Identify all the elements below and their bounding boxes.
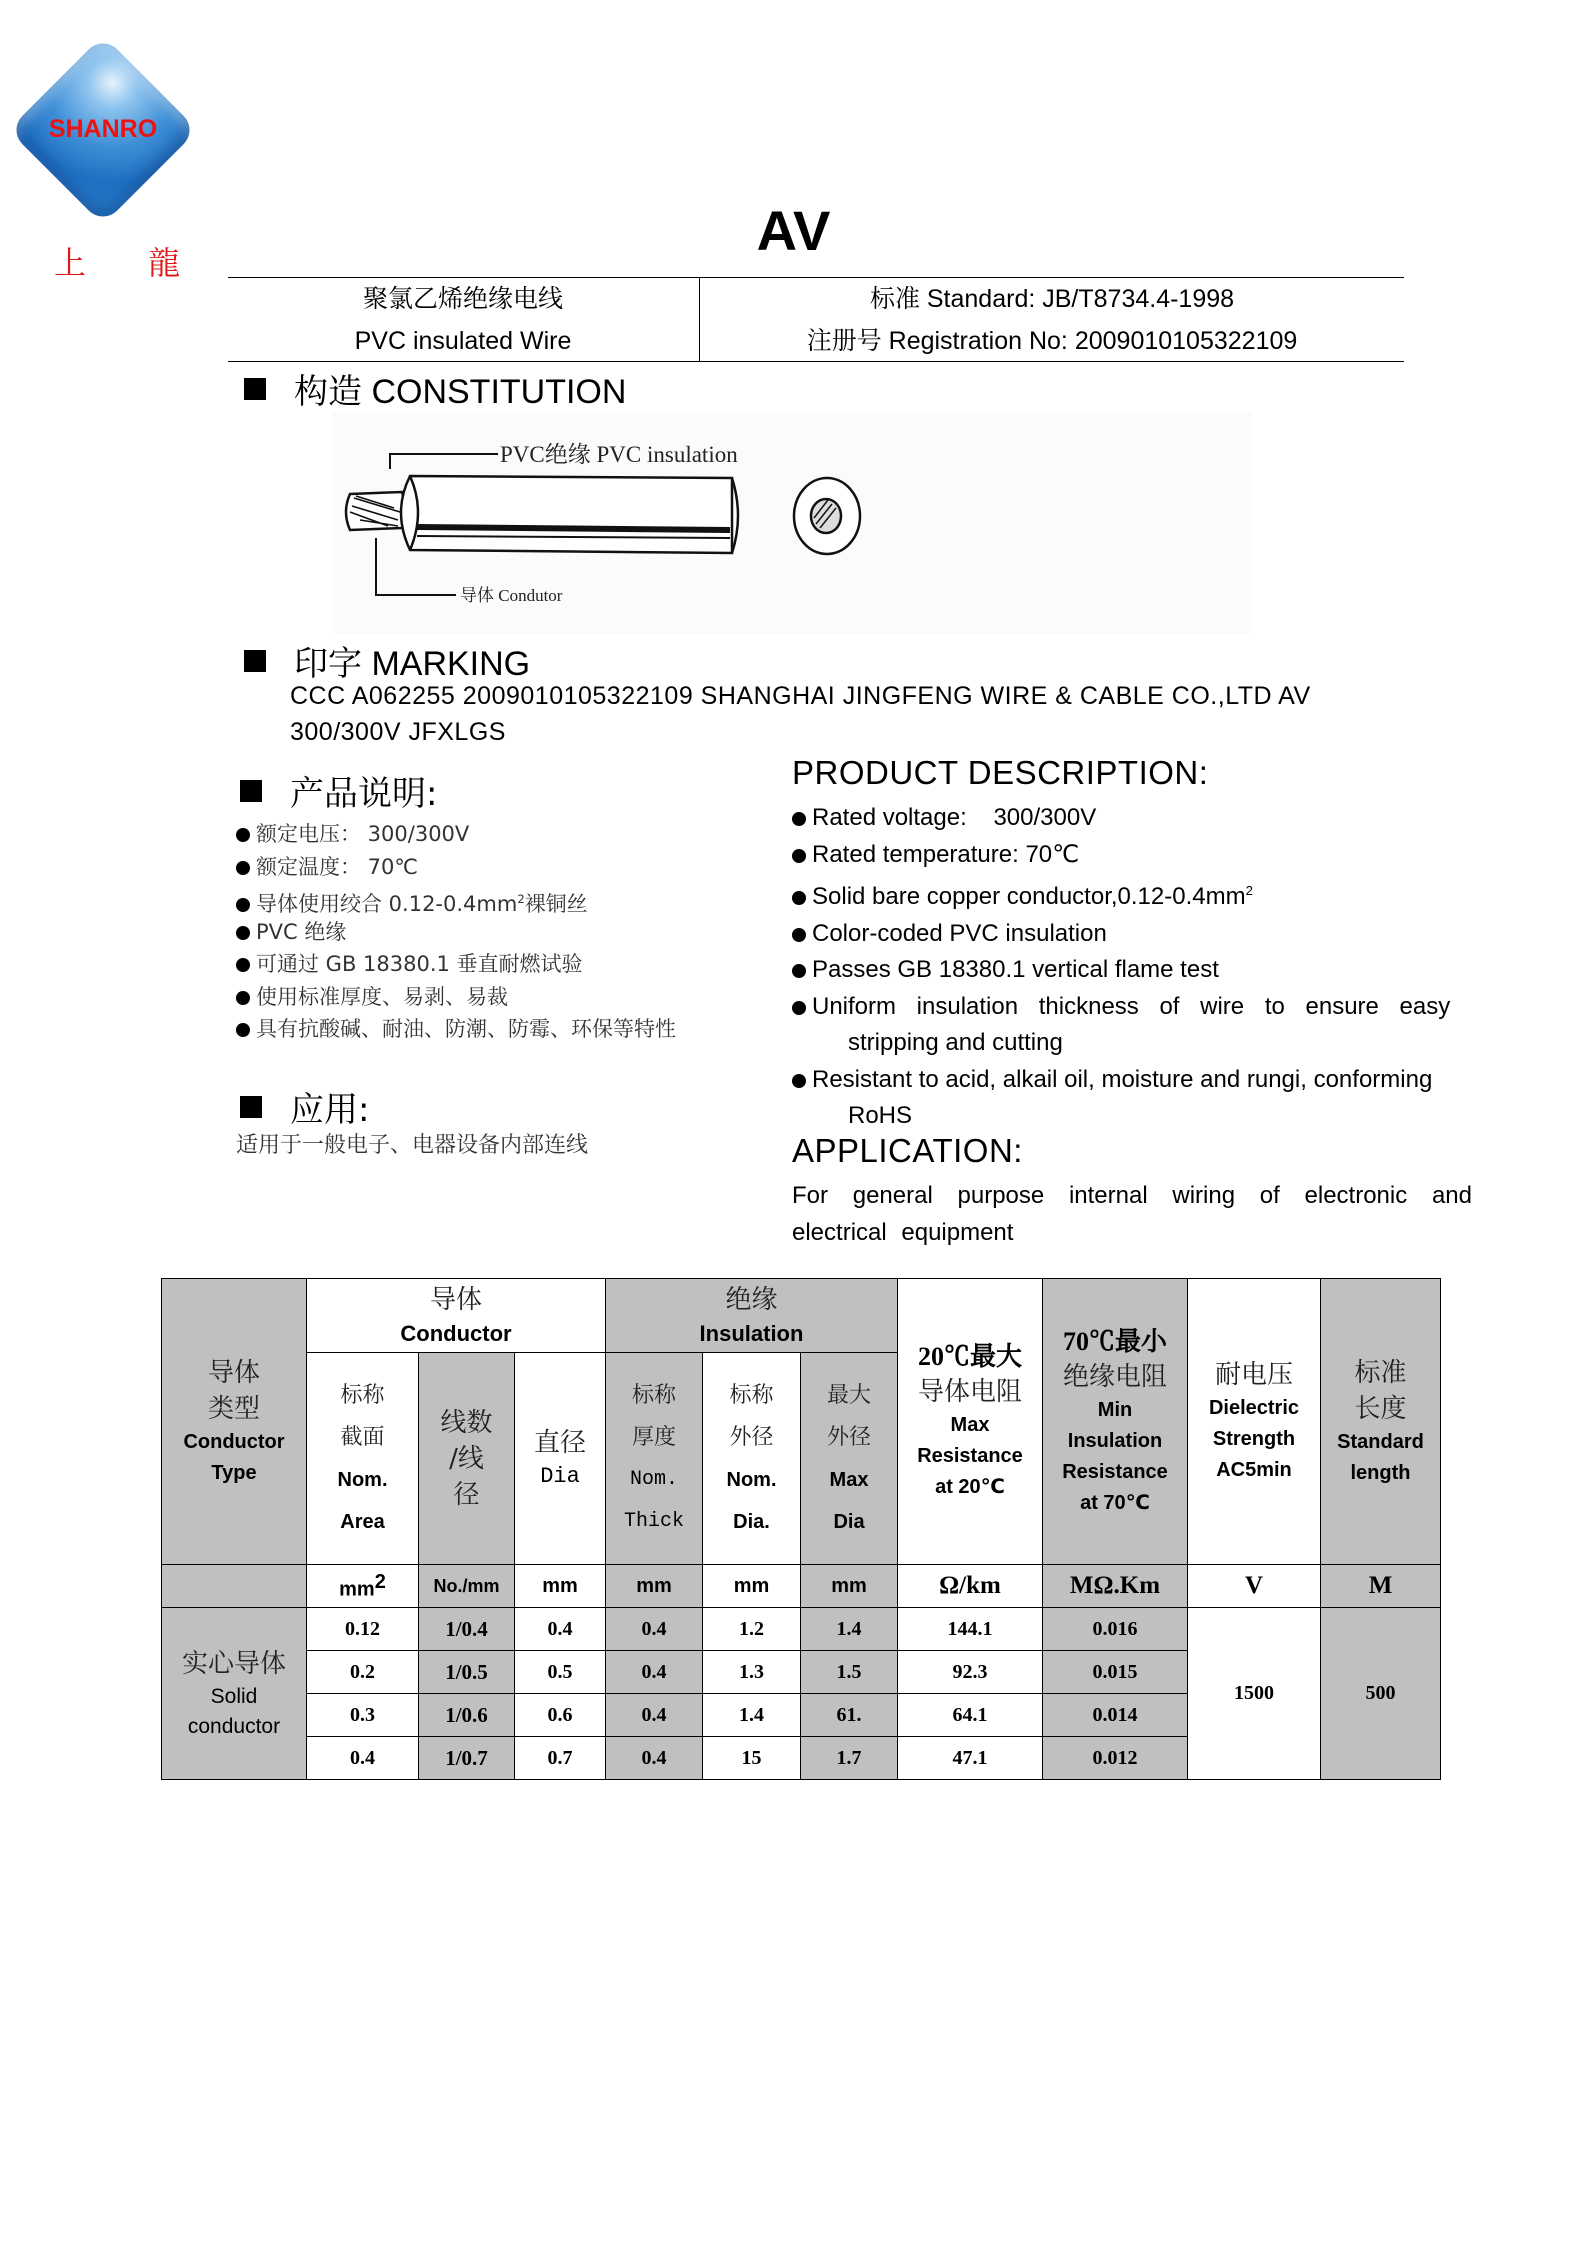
bullet-dot-icon bbox=[792, 964, 806, 978]
page-title: AV bbox=[756, 199, 831, 262]
header-text: Area bbox=[340, 1510, 385, 1533]
bullet-dot-icon bbox=[236, 926, 250, 940]
application-cn-heading-text: 应用: bbox=[290, 1090, 370, 1130]
unit-cell bbox=[307, 1565, 419, 1608]
table-unit-row bbox=[162, 1565, 1441, 1608]
list-item-text: Resistant to acid, alkail oil, moisture and rungi, conforming bbox=[812, 1065, 1433, 1093]
cell-thick: 0.4 bbox=[606, 1608, 703, 1651]
unit-cell bbox=[162, 1565, 307, 1608]
list-item-text: Solid bare copper conductor,0.12-0.4mm bbox=[812, 883, 1246, 910]
marking-text: CCC A062255 2009010105322109 SHANGHAI JINGFENG WIRE & CABLE CO.,LTD AV 300/300V JFXLGS bbox=[290, 682, 1311, 746]
spec-table bbox=[161, 1278, 1441, 1780]
list-item-text: Rated temperature: 70℃ bbox=[812, 840, 1080, 868]
header-text: 导体 bbox=[207, 1357, 260, 1388]
unit-cell bbox=[801, 1565, 898, 1608]
cell-resistance: 92.3 bbox=[898, 1651, 1043, 1694]
constitution-heading bbox=[244, 364, 626, 413]
header-text: 外径 bbox=[729, 1424, 774, 1450]
list-item-text: 使用标准厚度、易剥、易裁 bbox=[256, 984, 508, 1009]
list-item-suffix: 裸铜丝 bbox=[524, 892, 588, 916]
cell-max-dia: 1.7 bbox=[801, 1737, 898, 1780]
unit-text: V bbox=[1244, 1572, 1264, 1599]
header-text: Insulation bbox=[1067, 1429, 1163, 1452]
product-en-heading: PRODUCT DESCRIPTION: bbox=[792, 754, 1209, 791]
logo-chinese-name: 上 龍 bbox=[54, 244, 207, 282]
header-text: 耐电压 bbox=[1214, 1360, 1293, 1390]
bullet-square-icon bbox=[240, 780, 262, 802]
conductor-label: 导体 Condutor bbox=[460, 586, 563, 605]
header-text: 70℃最小 bbox=[1062, 1326, 1167, 1356]
header-text: 类型 bbox=[207, 1393, 260, 1424]
header-text: at 20℃ bbox=[935, 1476, 1005, 1498]
header-text: Insulation bbox=[699, 1321, 804, 1346]
company-logo bbox=[8, 35, 198, 225]
constitution-heading-cn: 构造 bbox=[294, 373, 362, 411]
cell-dia: 0.7 bbox=[515, 1737, 606, 1780]
cell-area: 0.2 bbox=[307, 1651, 419, 1694]
constitution-heading-en: CONSTITUTION bbox=[371, 373, 627, 411]
bullet-dot-icon bbox=[792, 928, 806, 942]
header-standard-length bbox=[1321, 1279, 1441, 1565]
header-text: Type bbox=[211, 1461, 257, 1484]
product-name-cn: 聚氯乙烯绝缘电线 bbox=[362, 285, 563, 313]
unit-text: No./mm bbox=[433, 1575, 500, 1596]
header-text: Thick bbox=[623, 1509, 684, 1533]
unit-cell bbox=[1188, 1565, 1321, 1608]
table-header-row bbox=[162, 1279, 1441, 1353]
bullet-square-icon bbox=[240, 1096, 262, 1118]
header-text: 标准 bbox=[1354, 1357, 1407, 1388]
superscript: 2 bbox=[374, 1570, 386, 1593]
unit-cell bbox=[898, 1565, 1043, 1608]
header-text: Standard bbox=[1337, 1430, 1424, 1453]
cell-insulation-resistance: 0.016 bbox=[1043, 1608, 1188, 1651]
header-text: Conductor bbox=[183, 1430, 285, 1453]
header-text: 导体电阻 bbox=[917, 1377, 1022, 1407]
header-text: Nom. bbox=[726, 1468, 777, 1491]
header-text: AC5min bbox=[1216, 1459, 1292, 1481]
list-item bbox=[236, 1013, 676, 1046]
list-item-text: 导体使用绞合 0.12-0.4mm bbox=[256, 892, 518, 916]
list-item-text: Uniform insulation thickness of wire to ensure easy bbox=[812, 992, 1451, 1020]
header-nom-thick bbox=[606, 1353, 703, 1565]
bullet-dot-icon bbox=[792, 1001, 806, 1015]
superscript: 2 bbox=[1245, 883, 1253, 898]
list-item bbox=[792, 837, 1504, 874]
header-max-resistance bbox=[898, 1279, 1043, 1565]
cell-standard-length: 500 bbox=[1321, 1608, 1441, 1780]
cell-area: 0.3 bbox=[307, 1694, 419, 1737]
header-text: 线数 bbox=[440, 1407, 493, 1438]
cell-strands: 1/0.5 bbox=[419, 1651, 515, 1694]
unit-cell bbox=[1321, 1565, 1441, 1608]
application-cn-text: 适用于一般电子、电器设备内部连线 bbox=[236, 1133, 589, 1158]
superscript: 2 bbox=[517, 892, 525, 906]
bullet-square-icon bbox=[244, 650, 266, 672]
cell-insulation-resistance: 0.015 bbox=[1043, 1651, 1188, 1694]
unit-cell bbox=[1043, 1565, 1188, 1608]
list-item-text: PVC 绝缘 bbox=[256, 919, 347, 944]
header-text: 直径 bbox=[533, 1427, 586, 1458]
row-group-text: 实心导体 bbox=[181, 1648, 286, 1679]
header-text: 导体 bbox=[429, 1285, 482, 1315]
application-en-text: For general purpose internal wiring of electronic and electrical equipment bbox=[792, 1182, 1472, 1246]
cell-dia: 0.4 bbox=[515, 1608, 606, 1651]
logo-brand: SHANRO bbox=[48, 115, 158, 143]
cell-strands: 1/0.4 bbox=[419, 1608, 515, 1651]
header-text: length bbox=[1350, 1461, 1411, 1484]
cell-insulation-resistance: 0.012 bbox=[1043, 1737, 1188, 1780]
list-item-continuation: stripping and cutting bbox=[848, 1029, 1063, 1056]
wire-diagram bbox=[332, 412, 1252, 634]
header-text: Resistance bbox=[917, 1445, 1023, 1467]
header-nom-dia bbox=[703, 1353, 801, 1565]
unit-text: mm bbox=[339, 1578, 375, 1601]
table-row bbox=[162, 1608, 1441, 1651]
header-text: Resistance bbox=[1062, 1460, 1168, 1483]
wire-cross-section-icon bbox=[794, 478, 860, 554]
product-cn-list bbox=[236, 818, 676, 1046]
header-text: Nom. bbox=[629, 1467, 678, 1491]
cell-max-dia: 61. bbox=[801, 1694, 898, 1737]
marking-heading-en: MARKING bbox=[371, 645, 531, 683]
header-text: Nom. bbox=[337, 1468, 388, 1491]
list-item-text: Passes GB 18380.1 vertical flame test bbox=[812, 956, 1219, 983]
header-text: 20℃最大 bbox=[917, 1342, 1022, 1371]
row-group-text: Solid bbox=[210, 1684, 258, 1708]
bullet-dot-icon bbox=[236, 828, 250, 842]
cell-strands: 1/0.6 bbox=[419, 1694, 515, 1737]
cell-area: 0.12 bbox=[307, 1608, 419, 1651]
header-text: Dia bbox=[540, 1463, 580, 1489]
header-text: Dia. bbox=[733, 1510, 770, 1533]
list-item-text: 具有抗酸碱、耐油、防潮、防霉、环保等特性 bbox=[256, 1017, 676, 1041]
header-text: 标称 bbox=[631, 1382, 676, 1408]
header-max-dia bbox=[801, 1353, 898, 1565]
cell-nom-dia: 1.2 bbox=[703, 1608, 801, 1651]
unit-text: mm bbox=[733, 1574, 770, 1597]
header-conductor-type bbox=[162, 1279, 307, 1565]
header-text: 长度 bbox=[1354, 1393, 1407, 1424]
list-item-text: Rated voltage: 300/300V bbox=[812, 804, 1097, 831]
list-item-text: 额定温度： 70℃ bbox=[256, 854, 418, 879]
unit-cell bbox=[606, 1565, 703, 1608]
cell-dielectric: 1500 bbox=[1188, 1608, 1321, 1780]
list-item-text: 额定电压： 300/300V bbox=[256, 822, 470, 846]
bullet-dot-icon bbox=[236, 1023, 250, 1037]
header-conductor-group bbox=[307, 1279, 606, 1353]
header-text: Conductor bbox=[400, 1321, 512, 1346]
header-dia bbox=[515, 1353, 606, 1565]
bullet-square-icon bbox=[244, 378, 266, 400]
header-text: 外径 bbox=[826, 1424, 871, 1450]
cell-max-dia: 1.4 bbox=[801, 1608, 898, 1651]
marking-heading-cn: 印字 bbox=[294, 645, 362, 683]
row-group-text: conductor bbox=[187, 1714, 281, 1738]
list-item-text: 可通过 GB 18380.1 垂直耐燃试验 bbox=[256, 952, 583, 976]
bullet-dot-icon bbox=[236, 991, 250, 1005]
header-text: at 70℃ bbox=[1080, 1491, 1150, 1514]
list-item bbox=[792, 873, 1504, 916]
header-text: 绝缘电阻 bbox=[1062, 1361, 1167, 1392]
cell-resistance: 47.1 bbox=[898, 1737, 1043, 1780]
header-dielectric bbox=[1188, 1279, 1321, 1565]
unit-text: mm bbox=[831, 1574, 867, 1597]
header-text: Min bbox=[1097, 1398, 1133, 1421]
cell-nom-dia: 15 bbox=[703, 1737, 801, 1780]
cell-nom-dia: 1.4 bbox=[703, 1694, 801, 1737]
product-name-en: PVC insulated Wire bbox=[354, 327, 572, 355]
header-text: 截面 bbox=[340, 1424, 385, 1450]
unit-text: Ω/km bbox=[939, 1572, 1001, 1599]
cell-resistance: 64.1 bbox=[898, 1694, 1043, 1737]
header-min-insulation bbox=[1043, 1279, 1188, 1565]
header-text: Strength bbox=[1212, 1428, 1296, 1450]
header-text: 绝缘 bbox=[725, 1285, 778, 1315]
cell-thick: 0.4 bbox=[606, 1651, 703, 1694]
cell-nom-dia: 1.3 bbox=[703, 1651, 801, 1694]
header-insulation-group bbox=[606, 1279, 898, 1353]
list-item-continuation: RoHS bbox=[848, 1102, 913, 1129]
list-item bbox=[792, 916, 1504, 953]
header-left bbox=[228, 278, 698, 362]
cell-dia: 0.5 bbox=[515, 1651, 606, 1694]
bullet-dot-icon bbox=[236, 898, 250, 912]
application-cn-heading bbox=[240, 1082, 369, 1131]
standard: 标准 Standard: JB/T8734.4-1998 bbox=[869, 285, 1235, 313]
product-cn-heading-text: 产品说明: bbox=[290, 774, 438, 814]
unit-text: mm bbox=[636, 1574, 672, 1597]
bullet-dot-icon bbox=[792, 1074, 806, 1088]
list-item bbox=[792, 952, 1504, 989]
unit-text: mm bbox=[542, 1574, 578, 1597]
insulation-label: PVC绝缘 PVC insulation bbox=[500, 442, 738, 467]
list-item bbox=[236, 818, 676, 851]
product-cn-heading bbox=[240, 766, 437, 815]
list-item bbox=[236, 948, 676, 981]
list-item bbox=[236, 981, 676, 1014]
cell-area: 0.4 bbox=[307, 1737, 419, 1780]
bullet-dot-icon bbox=[792, 812, 806, 826]
header-text: Max bbox=[829, 1468, 869, 1491]
header-text: 标称 bbox=[729, 1382, 774, 1408]
list-item bbox=[792, 989, 1504, 1062]
cell-max-dia: 1.5 bbox=[801, 1651, 898, 1694]
application-en-heading: APPLICATION: bbox=[792, 1132, 1023, 1169]
header-text: Dielectric bbox=[1208, 1397, 1300, 1419]
unit-text: M bbox=[1368, 1572, 1393, 1599]
product-en-list bbox=[792, 800, 1504, 1135]
list-item bbox=[792, 1062, 1504, 1135]
header-text: /线 bbox=[449, 1443, 484, 1474]
cell-strands: 1/0.7 bbox=[419, 1737, 515, 1780]
header-text: 标称 bbox=[340, 1382, 385, 1408]
cell-thick: 0.4 bbox=[606, 1737, 703, 1780]
unit-cell bbox=[703, 1565, 801, 1608]
header-right bbox=[700, 278, 1404, 362]
header-text: 最大 bbox=[826, 1382, 871, 1408]
list-item bbox=[792, 800, 1504, 837]
unit-text: MΩ.Km bbox=[1069, 1572, 1161, 1599]
unit-cell bbox=[515, 1565, 606, 1608]
list-item bbox=[236, 851, 676, 884]
bullet-dot-icon bbox=[792, 891, 806, 905]
bullet-dot-icon bbox=[236, 861, 250, 875]
header-text: Dia bbox=[833, 1510, 865, 1533]
header-text: 厚度 bbox=[631, 1424, 676, 1450]
bullet-dot-icon bbox=[792, 849, 806, 863]
cell-insulation-resistance: 0.014 bbox=[1043, 1694, 1188, 1737]
header-text: 径 bbox=[453, 1479, 480, 1510]
bullet-dot-icon bbox=[236, 958, 250, 972]
row-group-solid-conductor bbox=[162, 1608, 307, 1780]
list-item bbox=[236, 916, 676, 949]
header-strands bbox=[419, 1353, 515, 1565]
header-text: Max bbox=[950, 1414, 990, 1436]
cell-thick: 0.4 bbox=[606, 1694, 703, 1737]
list-item bbox=[236, 883, 676, 916]
cell-resistance: 144.1 bbox=[898, 1608, 1043, 1651]
unit-cell bbox=[419, 1565, 515, 1608]
cell-dia: 0.6 bbox=[515, 1694, 606, 1737]
list-item-text: Color-coded PVC insulation bbox=[812, 919, 1107, 947]
header-nom-area bbox=[307, 1353, 419, 1565]
registration-number: 注册号 Registration No: 2009010105322109 bbox=[806, 327, 1298, 355]
